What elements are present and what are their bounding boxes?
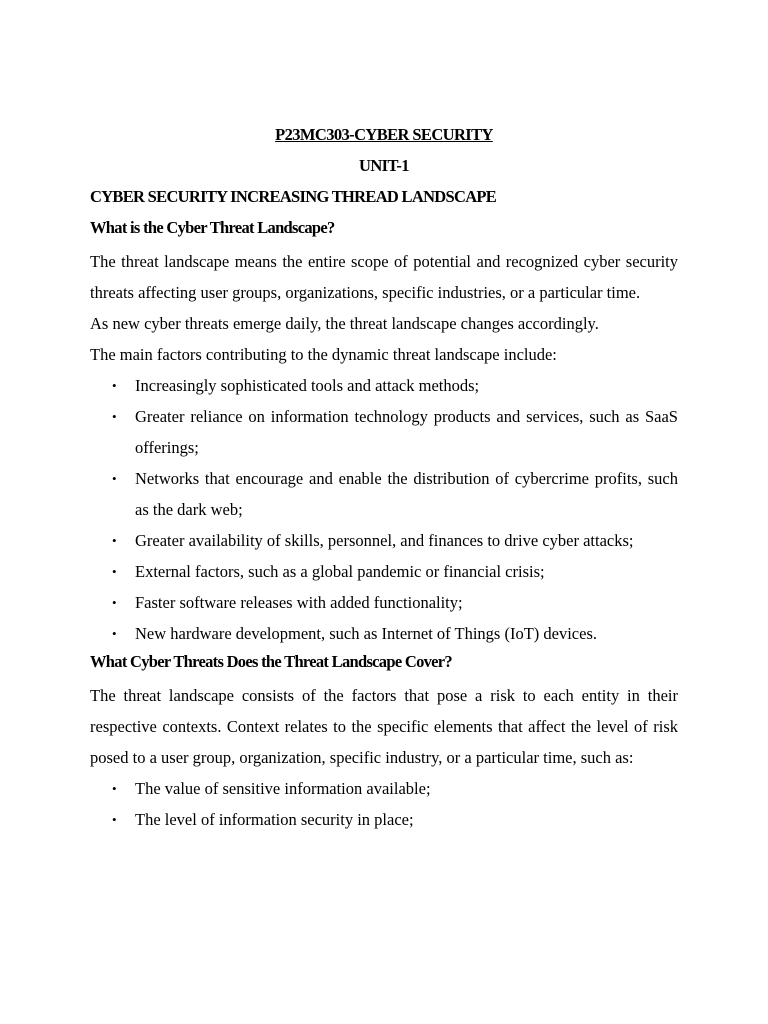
unit-label: UNIT-1 [359, 156, 409, 175]
bullet-icon: • [112, 409, 117, 424]
bullet-icon: • [112, 564, 117, 579]
list-item-text: External factors, such as a global pandemic or financial crisis; [135, 562, 545, 581]
factors-list [90, 370, 678, 649]
list-item-text: Increasingly sophisticated tools and attack methods; [135, 376, 480, 395]
list-item-text: Greater reliance on information technology products and services, such as SaaS offerings; [135, 407, 678, 457]
list-item-text: New hardware development, such as Internet of Things (IoT) devices. [135, 624, 597, 643]
course-title: P23MC303-CYBER SECURITY [275, 125, 493, 144]
bullet-icon: • [112, 471, 117, 486]
list-item-text: Networks that encourage and enable the distribution of cybercrime profits, such as the dark web; [135, 469, 678, 519]
document-page [90, 122, 678, 835]
list-item [90, 370, 678, 401]
paragraph-main-factors-intro: The main factors contributing to the dynamic threat landscape include: [90, 345, 557, 364]
list-item [90, 587, 678, 618]
list-item [90, 556, 678, 587]
paragraph-threats-emerge: As new cyber threats emerge daily, the threat landscape changes accordingly. [90, 314, 599, 333]
list-item-text: The level of information security in place; [135, 810, 414, 829]
question-heading-1: What is the Cyber Threat Landscape? [90, 218, 335, 237]
list-item [90, 463, 678, 525]
bullet-icon: • [112, 812, 117, 827]
list-item [90, 618, 678, 649]
list-item [90, 804, 678, 835]
list-item-text: The value of sensitive information available; [135, 779, 431, 798]
bullet-icon: • [112, 626, 117, 641]
bullet-icon: • [112, 595, 117, 610]
paragraph-threat-landscape-definition: The threat landscape means the entire scope of potential and recognized cyber security threats affecting user groups, organizations, specific industries, or a particular time. [90, 252, 678, 302]
list-item-text: Faster software releases with added functionality; [135, 593, 463, 612]
bullet-icon: • [112, 781, 117, 796]
list-item-text: Greater availability of skills, personnel, and finances to drive cyber attacks; [135, 531, 634, 550]
list-item [90, 773, 678, 804]
bullet-icon: • [112, 378, 117, 393]
list-item [90, 401, 678, 463]
list-item [90, 525, 678, 556]
paragraph-threat-landscape-context: The threat landscape consists of the factors that pose a risk to each entity in their respective contexts. Context relates to the specific elements that affect the level of risk posed to a user group, organization, specific industry, or a particular time, such as: [90, 686, 678, 767]
context-list [90, 773, 678, 835]
bullet-icon: • [112, 533, 117, 548]
section-heading: CYBER SECURITY INCREASING THREAD LANDSCAPE [90, 187, 497, 206]
question-heading-2: What Cyber Threats Does the Threat Landscape Cover? [90, 652, 452, 671]
